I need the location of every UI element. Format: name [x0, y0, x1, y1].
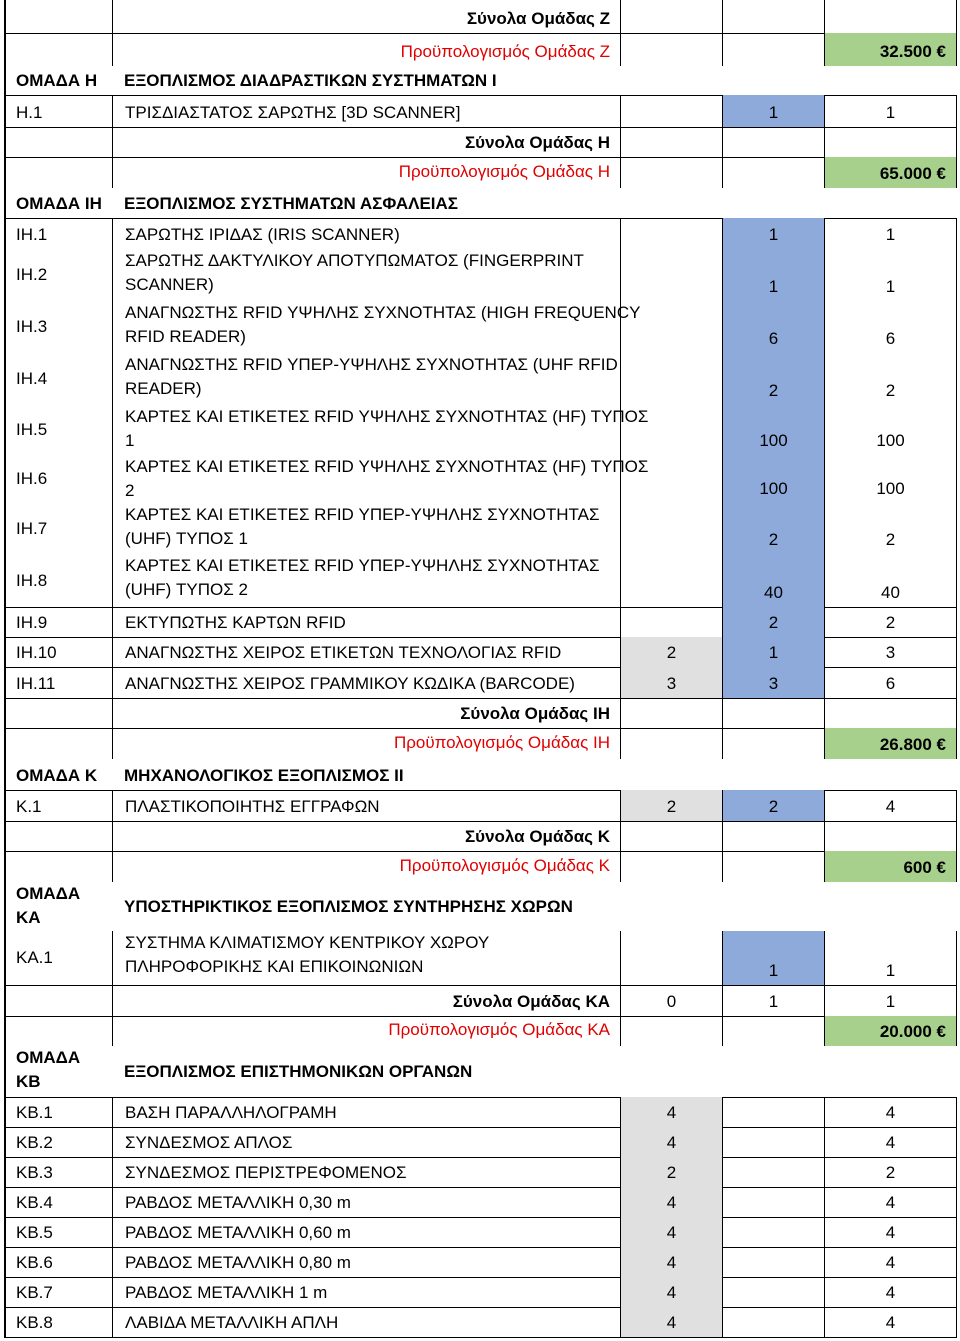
total-cell: 1 [824, 218, 957, 249]
qty-cell [620, 931, 722, 985]
total-cell: 6 [824, 667, 957, 698]
qty-cell: 4 [620, 1307, 722, 1337]
total-cell: 2 [824, 607, 957, 637]
item-code: ΚΒ.3 [4, 1157, 112, 1187]
qty-cell: 2 [722, 607, 824, 637]
item-desc: ΕΚΤΥΠΩΤΗΣ ΚΑΡΤΩΝ RFID [112, 607, 620, 637]
qty-cell: 2 [620, 1157, 722, 1187]
cell [620, 1016, 722, 1046]
qty-cell [620, 249, 722, 301]
budget-value: 26.800 € [824, 728, 957, 759]
item-code: ΙΗ.7 [4, 503, 112, 554]
item-code: ΚΒ.1 [4, 1097, 112, 1127]
qty-cell: 2 [722, 790, 824, 821]
item-desc [112, 405, 649, 455]
item-desc: ΡΑΒΔΟΣ ΜΕΤΑΛΛΙΚΗ 0,30 m [112, 1187, 620, 1217]
table-row [0, 301, 960, 353]
totals-row-ih [0, 698, 960, 728]
item-code: ΚΒ.4 [4, 1187, 112, 1217]
budget-label: Προϋπολογισμός Ομάδας Κ [112, 851, 620, 882]
budget-label: Προϋπολογισμός Ομάδας Η [112, 157, 620, 188]
table-row [0, 1247, 960, 1277]
item-code: ΙΗ.1 [4, 218, 112, 249]
item-code: Η.1 [4, 95, 112, 127]
qty-cell: 6 [722, 301, 824, 353]
total-cell: 4 [824, 1307, 957, 1337]
cell [4, 0, 112, 33]
cell [620, 127, 722, 157]
item-desc: ΣΥΝΔΕΣΜΟΣ ΑΠΛΟΣ [112, 1127, 620, 1157]
qty-cell: 1 [722, 218, 824, 249]
group-title: ΥΠΟΣΤΗΡΙΚΤΙΚΟΣ ΕΞΟΠΛΙΣΜΟΣ ΣΥΝΤΗΡΗΣΗΣ ΧΩΡΩΝ [124, 896, 573, 916]
group-code-line: ΟΜΑΔΑ [16, 884, 81, 903]
qty-cell [620, 455, 722, 503]
item-desc [112, 353, 620, 405]
cell [824, 698, 957, 728]
item-code: ΚΑ.1 [4, 931, 112, 985]
qty-cell [722, 1217, 824, 1247]
qty-cell: 2 [620, 790, 722, 821]
table-row [0, 1187, 960, 1217]
qty-cell: 40 [722, 554, 824, 607]
qty-cell [722, 1187, 824, 1217]
total-cell: 4 [824, 1277, 957, 1307]
budget-row-k [0, 851, 960, 882]
cell [722, 698, 824, 728]
budget-label: Προϋπολογισμός Ομάδας ΙΗ [112, 728, 620, 759]
group-title: ΕΞΟΠΛΙΣΜΟΣ ΔΙΑΔΡΑΣΤΙΚΩΝ ΣΥΣΤΗΜΑΤΩΝ Ι [124, 71, 497, 90]
item-desc: ΡΑΒΔΟΣ ΜΕΤΑΛΛΙΚΗ 0,60 m [112, 1217, 620, 1247]
total-cell: 100 [824, 405, 957, 455]
desc-line: ΣΑΡΩΤΗΣ ΔΑΚΤΥΛΙΚΟΥ ΑΠΟΤΥΠΩΜΑΤΟΣ (FINGERPRINT [125, 251, 584, 270]
total-cell: 1 [824, 931, 957, 985]
budget-value: 20.000 € [824, 1016, 957, 1046]
desc-line: 2 [125, 481, 135, 500]
qty-cell [722, 1307, 824, 1337]
group-code: ΟΜΑΔΑ Κ [4, 759, 112, 790]
desc-line: READER) [125, 379, 202, 398]
table-row [0, 95, 960, 127]
total-cell: 4 [824, 1127, 957, 1157]
cell [722, 851, 824, 882]
item-desc [112, 249, 620, 301]
cell [824, 0, 957, 33]
totals-row-k [0, 821, 960, 851]
item-code: ΚΒ.2 [4, 1127, 112, 1157]
budget-value: 600 € [824, 851, 957, 882]
item-desc [112, 455, 649, 503]
totals-label: Σύνολα Ομάδας ΚΑ [112, 985, 620, 1016]
qty-cell [722, 1157, 824, 1187]
item-code: ΙΗ.3 [4, 301, 112, 353]
desc-line: (UHF) ΤΥΠΟΣ 2 [125, 580, 248, 599]
group-header-ka [0, 882, 960, 931]
item-desc: ΠΛΑΣΤΙΚΟΠΟΙΗΤΗΣ ΕΓΓΡΑΦΩΝ [112, 790, 620, 821]
item-code: Κ.1 [4, 790, 112, 821]
total-cell: 1 [722, 985, 824, 1016]
qty-cell: 4 [620, 1127, 722, 1157]
cell [620, 33, 722, 66]
item-desc: ΡΑΒΔΟΣ ΜΕΤΑΛΛΙΚΗ 1 m [112, 1277, 620, 1307]
cell [722, 33, 824, 66]
table-row [0, 1277, 960, 1307]
cell [4, 821, 112, 851]
item-code: ΚΒ.7 [4, 1277, 112, 1307]
qty-cell [722, 1247, 824, 1277]
cell [620, 728, 722, 759]
table-row [0, 455, 960, 503]
qty-cell: 3 [722, 667, 824, 698]
qty-cell: 1 [722, 931, 824, 985]
cell [4, 698, 112, 728]
table-row [0, 1157, 960, 1187]
item-code: ΙΗ.11 [4, 667, 112, 698]
qty-cell: 1 [722, 95, 824, 127]
total-cell: 2 [824, 1157, 957, 1187]
qty-cell [620, 353, 722, 405]
qty-cell: 100 [722, 405, 824, 455]
cell [722, 157, 824, 188]
total-cell: 2 [824, 353, 957, 405]
total-cell: 6 [824, 301, 957, 353]
item-desc: ΑΝΑΓΝΩΣΤΗΣ ΧΕΙΡΟΣ ΕΤΙΚΕΤΩΝ ΤΕΧΝΟΛΟΓΙΑΣ RFID [112, 637, 620, 667]
qty-cell: 2 [722, 353, 824, 405]
qty-cell [620, 218, 722, 249]
table-row [0, 353, 960, 405]
group-code-line: ΚΒ [16, 1072, 41, 1091]
qty-cell: 2 [620, 637, 722, 667]
total-cell: 0 [620, 985, 722, 1016]
table-row [0, 607, 960, 637]
group-title: ΜΗΧΑΝΟΛΟΓΙΚΟΣ ΕΞΟΠΛΙΣΜΟΣ ΙΙ [124, 766, 404, 785]
group-header-h [0, 66, 960, 95]
table-row [0, 931, 960, 985]
budget-row-ka [0, 1016, 960, 1046]
cell [824, 821, 957, 851]
total-cell: 4 [824, 790, 957, 821]
table-row [0, 637, 960, 667]
table-row [0, 249, 960, 301]
qty-cell: 4 [620, 1217, 722, 1247]
desc-line: ΚΑΡΤΕΣ ΚΑΙ ΕΤΙΚΕΤΕΣ RFID ΥΠΕΡ-ΥΨΗΛΗΣ ΣΥΧΝΟΤΗΤΑΣ [125, 505, 600, 524]
item-desc [112, 931, 620, 985]
table-row [0, 554, 960, 607]
cell [4, 127, 112, 157]
desc-line: ΑΝΑΓΝΩΣΤΗΣ RFID ΥΠΕΡ-ΥΨΗΛΗΣ ΣΥΧΝΟΤΗΤΑΣ (UHF RFID [125, 355, 618, 374]
group-code: ΟΜΑΔΑ Η [4, 66, 112, 95]
group-header-k [0, 759, 960, 790]
table-row [0, 1127, 960, 1157]
budget-label: Προϋπολογισμός Ομάδας ΚΑ [112, 1016, 620, 1046]
group-code-line: ΟΜΑΔΑ [16, 1048, 81, 1067]
total-cell: 4 [824, 1247, 957, 1277]
cell [4, 851, 112, 882]
group-header-ih [0, 188, 960, 218]
total-cell: 1 [824, 95, 957, 127]
budget-row-ih [0, 728, 960, 759]
budget-value: 65.000 € [824, 157, 957, 188]
item-code: ΙΗ.9 [4, 607, 112, 637]
qty-cell: 4 [620, 1277, 722, 1307]
desc-line: ΚΑΡΤΕΣ ΚΑΙ ΕΤΙΚΕΤΕΣ RFID ΥΠΕΡ-ΥΨΗΛΗΣ ΣΥΧΝΟΤΗΤΑΣ [125, 556, 600, 575]
total-cell: 40 [824, 554, 957, 607]
item-desc: ΒΑΣΗ ΠΑΡΑΛΛΗΛΟΓΡΑΜΗ [112, 1097, 620, 1127]
item-code: ΚΒ.5 [4, 1217, 112, 1247]
item-code: ΙΗ.5 [4, 405, 112, 455]
group-code [4, 1046, 112, 1097]
table-row [0, 667, 960, 698]
cell [4, 33, 112, 66]
cell [4, 157, 112, 188]
desc-line: (UHF) ΤΥΠΟΣ 1 [125, 529, 248, 548]
table-row [0, 405, 960, 455]
budget-value: 32.500 € [824, 33, 957, 66]
totals-label: Σύνολα Ομάδας Η [112, 127, 620, 157]
cell [722, 728, 824, 759]
total-cell: 1 [824, 985, 957, 1016]
item-code: ΙΗ.8 [4, 554, 112, 607]
item-desc: ΛΑΒΙΔΑ ΜΕΤΑΛΛΙΚΗ ΑΠΛΗ [112, 1307, 620, 1337]
totals-row-z [0, 0, 960, 33]
totals-row-ka [0, 985, 960, 1016]
cell [620, 851, 722, 882]
item-desc: ΣΥΝΔΕΣΜΟΣ ΠΕΡΙΣΤΡΕΦΟΜΕΝΟΣ [112, 1157, 620, 1187]
item-code: ΙΗ.6 [4, 455, 112, 503]
qty-cell [722, 1097, 824, 1127]
desc-line: ΚΑΡΤΕΣ ΚΑΙ ΕΤΙΚΕΤΕΣ RFID ΥΨΗΛΗΣ ΣΥΧΝΟΤΗΤΑΣ (HF) ΤΥΠΟΣ [125, 457, 649, 476]
totals-label: Σύνολα Ομάδας Κ [112, 821, 620, 851]
cell [620, 698, 722, 728]
desc-line: RFID READER) [125, 327, 246, 346]
item-code: ΙΗ.10 [4, 637, 112, 667]
qty-cell: 4 [620, 1247, 722, 1277]
group-title: ΕΞΟΠΛΙΣΜΟΣ ΕΠΙΣΤΗΜΟΝΙΚΩΝ ΟΡΓΑΝΩΝ [124, 1061, 473, 1081]
group-code: ΟΜΑΔΑ ΙΗ [4, 188, 112, 218]
table-row [0, 1097, 960, 1127]
qty-cell: 3 [620, 667, 722, 698]
item-desc [112, 301, 641, 353]
desc-line: ΑΝΑΓΝΩΣΤΗΣ RFID ΥΨΗΛΗΣ ΣΥΧΝΟΤΗΤΑΣ (HIGH FREQUENCY [125, 303, 641, 322]
budget-label: Προϋπολογισμός Ομάδας Ζ [112, 33, 620, 66]
item-code: ΚΒ.8 [4, 1307, 112, 1337]
cell [4, 985, 112, 1016]
desc-line: ΠΛΗΡΟΦΟΡΙΚΗΣ ΚΑΙ ΕΠΙΚΟΙΝΩΝΙΩΝ [125, 957, 424, 976]
cell [620, 0, 722, 33]
table-row [0, 1307, 960, 1337]
cell [722, 1016, 824, 1046]
cell [620, 157, 722, 188]
desc-line: SCANNER) [125, 275, 214, 294]
table-row [0, 218, 960, 249]
table-row [0, 503, 960, 554]
qty-cell: 1 [722, 637, 824, 667]
total-cell: 3 [824, 637, 957, 667]
qty-cell [722, 1127, 824, 1157]
group-header-kb [0, 1046, 960, 1097]
total-cell: 1 [824, 249, 957, 301]
qty-cell: 100 [722, 455, 824, 503]
item-desc [112, 503, 620, 554]
group-code-line: ΚΑ [16, 908, 41, 927]
qty-cell: 2 [722, 503, 824, 554]
qty-cell [620, 554, 722, 607]
cell [722, 127, 824, 157]
table-row [0, 1217, 960, 1247]
cell [4, 1016, 112, 1046]
qty-cell [620, 301, 722, 353]
desc-line: ΚΑΡΤΕΣ ΚΑΙ ΕΤΙΚΕΤΕΣ RFID ΥΨΗΛΗΣ ΣΥΧΝΟΤΗΤΑΣ (HF) ΤΥΠΟΣ [125, 407, 649, 426]
item-desc: ΣΑΡΩΤΗΣ ΙΡΙΔΑΣ (IRIS SCANNER) [112, 218, 620, 249]
qty-cell [620, 607, 722, 637]
budget-row-h [0, 157, 960, 188]
totals-row-h [0, 127, 960, 157]
qty-cell: 4 [620, 1187, 722, 1217]
desc-line: 1 [125, 431, 135, 450]
total-cell: 4 [824, 1217, 957, 1247]
total-cell: 100 [824, 455, 957, 503]
item-desc: ΤΡΙΣΔΙΑΣΤΑΤΟΣ ΣΑΡΩΤΗΣ [3D SCANNER] [112, 95, 620, 127]
item-desc [112, 554, 620, 607]
item-desc: ΡΑΒΔΟΣ ΜΕΤΑΛΛΙΚΗ 0,80 m [112, 1247, 620, 1277]
qty-cell: 1 [722, 249, 824, 301]
cell [824, 127, 957, 157]
cell [722, 0, 824, 33]
qty-cell [620, 503, 722, 554]
table-row [0, 790, 960, 821]
cell [620, 821, 722, 851]
total-cell: 4 [824, 1097, 957, 1127]
group-code [4, 882, 112, 931]
qty-cell [722, 1277, 824, 1307]
qty-cell [620, 405, 722, 455]
qty-cell [620, 95, 722, 127]
total-cell: 4 [824, 1187, 957, 1217]
budget-row-z [0, 33, 960, 66]
total-cell: 2 [824, 503, 957, 554]
qty-cell: 4 [620, 1097, 722, 1127]
totals-label: Σύνολα Ομάδας Ζ [112, 0, 620, 33]
item-desc: ΑΝΑΓΝΩΣΤΗΣ ΧΕΙΡΟΣ ΓΡΑΜΜΙΚΟΥ ΚΩΔΙΚΑ (BARCODE) [112, 667, 620, 698]
item-code: ΚΒ.6 [4, 1247, 112, 1277]
item-code: ΙΗ.2 [4, 249, 112, 301]
group-title: ΕΞΟΠΛΙΣΜΟΣ ΣΥΣΤΗΜΑΤΩΝ ΑΣΦΑΛΕΙΑΣ [124, 194, 458, 213]
cell [722, 821, 824, 851]
cell [4, 728, 112, 759]
desc-line: ΣΥΣΤΗΜΑ ΚΛΙΜΑΤΙΣΜΟΥ ΚΕΝΤΡΙΚΟΥ ΧΩΡΟΥ [125, 933, 490, 952]
totals-label: Σύνολα Ομάδας ΙΗ [112, 698, 620, 728]
item-code: ΙΗ.4 [4, 353, 112, 405]
